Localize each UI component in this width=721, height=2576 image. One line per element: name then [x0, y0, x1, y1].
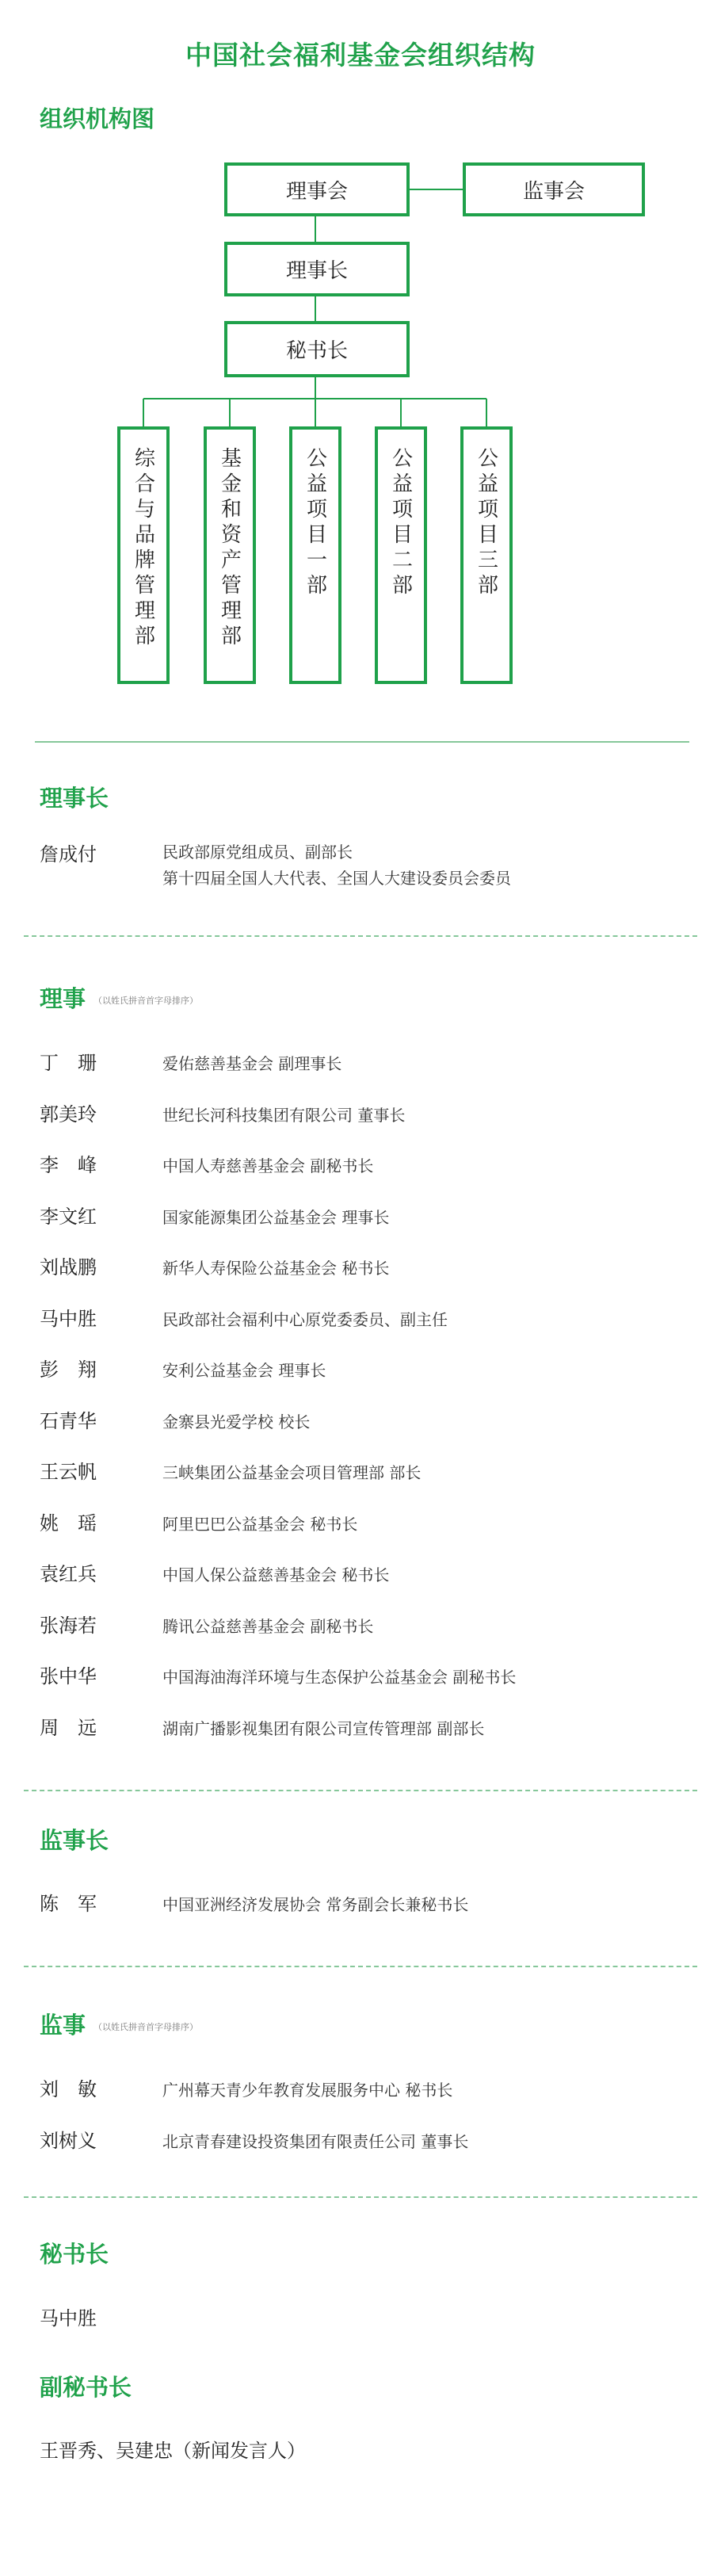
person-name: 李 峰 [40, 1154, 97, 1176]
chairman-heading: 理事长 [40, 785, 109, 812]
org-box-department-3 [289, 426, 341, 684]
section-divider [24, 1966, 697, 1967]
person-name: 马中胜 [40, 1308, 97, 1330]
person-title: 中国人寿慈善基金会 副秘书长 [162, 1156, 374, 1175]
org-box-supervisors: 监事会 [463, 162, 645, 216]
person-name: 姚 瑶 [40, 1512, 97, 1535]
chief-supervisor-heading: 监事长 [40, 1827, 109, 1854]
person-row [40, 839, 689, 894]
person-name: 周 远 [40, 1717, 97, 1739]
person-title: 广州幕天青少年教育发展服务中心 秘书长 [162, 2081, 453, 2100]
person-title: 新华人寿保险公益基金会 秘书长 [162, 1259, 390, 1278]
directors-heading [40, 981, 198, 1014]
sort-note: （以姓氏拼音首字母排序） [93, 2022, 199, 2032]
department-label: 公益项目三部 [474, 447, 498, 599]
person-name: 郭美玲 [40, 1103, 97, 1126]
person-title: 北京青春建设投资集团有限责任公司 董事长 [162, 2132, 469, 2151]
person-title: 民政部社会福利中心原党委委员、副主任 [162, 1310, 448, 1329]
org-box-department-2 [204, 426, 256, 684]
org-box-secretary-general: 秘书长 [224, 321, 410, 377]
department-label: 综合与品牌管理部 [131, 447, 155, 650]
person-title: 金寨县光爱学校 校长 [162, 1412, 311, 1431]
org-chart [0, 0, 721, 713]
person-name: 王云帆 [40, 1461, 97, 1483]
person-name: 李文红 [40, 1206, 97, 1228]
deputy-secretary-general-heading: 副秘书长 [40, 2374, 132, 2401]
supervisors-heading [40, 2008, 198, 2040]
person-name: 刘树义 [40, 2130, 97, 2152]
org-box-department-5 [460, 426, 513, 684]
org-chart-heading: 组织机构图 [40, 105, 155, 132]
department-label: 公益项目一部 [303, 447, 327, 599]
section-divider [24, 1790, 697, 1791]
person-title: 中国亚洲经济发展协会 常务副会长兼秘书长 [162, 1895, 469, 1914]
person-name: 彭 翔 [40, 1359, 97, 1381]
secretary-general-heading: 秘书长 [40, 2241, 109, 2268]
org-box-department-4 [375, 426, 427, 684]
person-name: 丁 珊 [40, 1052, 97, 1074]
person-title-line: 第十四届全国人大代表、全国人大建设委员会委员 [162, 869, 511, 888]
sort-note: （以姓氏拼音首字母排序） [93, 996, 199, 1006]
section-divider [35, 741, 689, 743]
person-title: 中国海油海洋环境与生态保护公益基金会 副秘书长 [162, 1668, 517, 1687]
person-title: 世纪长河科技集团有限公司 董事长 [162, 1106, 406, 1125]
person-name: 张中华 [40, 1665, 97, 1687]
secretary-general-name: 马中胜 [40, 2307, 97, 2329]
directors-heading-text: 理事 [40, 985, 86, 1012]
supervisors-heading-text: 监事 [40, 2012, 86, 2039]
department-label: 基金和资产管理部 [217, 447, 242, 650]
person-name: 袁红兵 [40, 1563, 97, 1585]
person-title: 国家能源集团公益基金会 理事长 [162, 1208, 390, 1227]
person-title: 安利公益基金会 理事长 [162, 1361, 326, 1380]
person-title: 三峡集团公益基金会项目管理部 部长 [162, 1463, 422, 1482]
org-box-chairman: 理事长 [224, 242, 410, 296]
person-name: 石青华 [40, 1410, 97, 1432]
person-name: 陈 军 [40, 1893, 97, 1915]
person-name: 刘战鹏 [40, 1256, 97, 1278]
person-name: 张海若 [40, 1615, 97, 1637]
person-name: 刘 敏 [40, 2078, 97, 2100]
person-name: 詹成付 [40, 843, 97, 866]
person-title: 中国人保公益慈善基金会 秘书长 [162, 1565, 390, 1584]
deputy-secretary-general-names: 王晋秀、吴建忠（新闻发言人） [40, 2440, 306, 2462]
section-divider [24, 935, 697, 937]
person-title: 爱佑慈善基金会 副理事长 [162, 1054, 342, 1073]
org-box-department-1 [117, 426, 170, 684]
page-title: 中国社会福利基金会组织结构 [185, 40, 536, 71]
org-box-board: 理事会 [224, 162, 410, 216]
section-divider [24, 2196, 697, 2198]
person-title: 腾讯公益慈善基金会 副秘书长 [162, 1617, 374, 1636]
person-title-line: 民政部原党组成员、副部长 [162, 843, 353, 862]
department-label: 公益项目二部 [388, 447, 413, 599]
person-title: 阿里巴巴公益基金会 秘书长 [162, 1515, 358, 1534]
person-title: 湖南广播影视集团有限公司宣传管理部 副部长 [162, 1719, 485, 1738]
